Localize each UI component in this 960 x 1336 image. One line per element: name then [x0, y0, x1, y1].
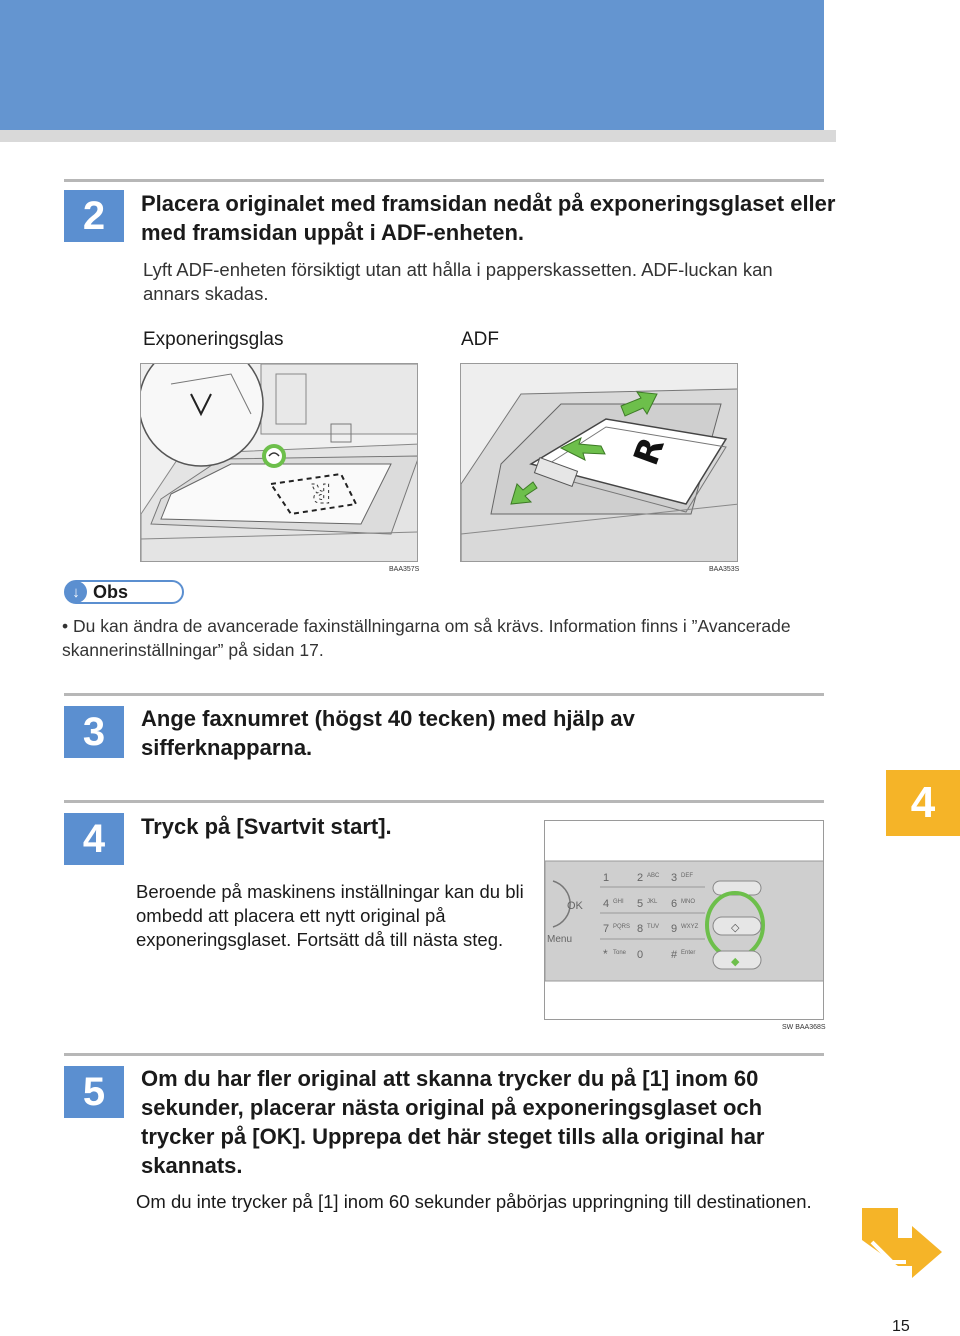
header-banner-shadow: [0, 130, 836, 142]
svg-text:◆: ◆: [731, 955, 740, 968]
adf-original-letter: R: [626, 432, 673, 471]
header-banner: [0, 0, 824, 130]
svg-text:◇: ◇: [731, 921, 740, 934]
step-4-rule: [64, 800, 824, 803]
step-5-body: Om du inte trycker på [1] inom 60 sekunder påbörjas uppringning till destinationen.: [136, 1191, 812, 1212]
keypad-key-2: 2: [637, 872, 644, 884]
chapter-tab: 4: [886, 770, 960, 836]
keypad-key-7-letters: PQRS: [613, 924, 631, 930]
keypad-key-7: 7: [603, 923, 610, 935]
step-3-rule: [64, 693, 824, 696]
menu-key-label: Menu: [547, 934, 573, 945]
keypad-key-2-letters: ABC: [647, 873, 660, 879]
keypad-key-5-letters: JKL: [647, 899, 658, 905]
keypad-key-1: 1: [603, 872, 610, 884]
control-panel-drawing: [545, 821, 824, 1020]
down-arrow-icon: ↓: [65, 581, 87, 603]
keypad-key-8: 8: [637, 923, 644, 935]
ok-key-label: OK: [567, 900, 583, 912]
keypad-key-6: 6: [671, 898, 678, 910]
adf-figure-code: BAA353S: [709, 566, 740, 573]
step-5-number: 5: [64, 1066, 124, 1118]
keypad-key-4: 4: [603, 898, 610, 910]
next-page-arrow-icon: [862, 1208, 942, 1284]
exposure-glass-illustration: [140, 363, 418, 562]
adf-illustration: [460, 363, 738, 562]
step-4-body: Beroende på maskinens inställningar kan du bli ombedd att placera ett nytt original på exponeringsglaset. Fortsätt då till nästa steg.: [136, 881, 524, 950]
step-5-title: Om du har fler original att skanna trycker du på [1] inom 60 sekunder, placerar nästa original på exponeringsglaset och trycker på [OK]. Upprepa det här steget tills alla original har skannats.: [141, 1066, 765, 1178]
keypad-key-star: *: [603, 947, 608, 961]
step-2-rule: [64, 179, 824, 182]
keypad-key-star-letters: Tone: [613, 950, 627, 956]
step-2-body: Lyft ADF-enheten försiktigt utan att hålla i papperskassetten. ADF-luckan kan annars skadas.: [143, 259, 773, 304]
keypad-key-8-letters: TUV: [647, 924, 659, 930]
keypad-key-hash-letters: Enter: [681, 950, 696, 956]
step-5-rule: [64, 1053, 824, 1056]
svg-text:R: R: [310, 477, 331, 507]
glass-figure-code: BAA357S: [389, 566, 420, 573]
step-2-number: 2: [64, 190, 124, 242]
keypad-key-5: 5: [637, 898, 644, 910]
keypad-key-3-letters: DEF: [681, 873, 693, 879]
panel-figure-code: SW BAA368S: [782, 1024, 826, 1031]
step-3-number: 3: [64, 706, 124, 758]
obs-note-text: • Du kan ändra de avancerade faxinställningarna om så krävs. Information finns i ”Avancerade skannerinställningar” på sidan 17.: [62, 616, 791, 660]
keypad-key-0: 0: [637, 949, 644, 961]
scanner-glass-drawing: [141, 364, 418, 562]
step-2-title: Placera originalet med framsidan nedåt på exponeringsglaset eller med framsidan uppåt i ADF-enheten.: [141, 191, 836, 245]
step-4-number: 4: [64, 813, 124, 865]
control-panel-illustration: [544, 820, 824, 1020]
step-3-title: Ange faxnumret (högst 40 tecken) med hjälp av sifferknapparna.: [141, 706, 635, 760]
keypad-key-6-letters: MNO: [681, 899, 695, 905]
adf-label: ADF: [461, 329, 499, 350]
keypad-key-9-letters: WXYZ: [681, 924, 699, 930]
keypad-key-3: 3: [671, 872, 678, 884]
keypad-key-9: 9: [671, 923, 678, 935]
obs-badge: [64, 580, 184, 604]
adf-drawing: [461, 364, 738, 562]
obs-label: Obs: [93, 581, 129, 602]
glass-label: Exponeringsglas: [143, 329, 284, 350]
page-number: 15: [892, 1318, 910, 1335]
step-4-title: Tryck på [Svartvit start].: [141, 814, 392, 839]
keypad-key-4-letters: GHI: [613, 899, 624, 905]
keypad-key-hash: #: [671, 949, 678, 961]
